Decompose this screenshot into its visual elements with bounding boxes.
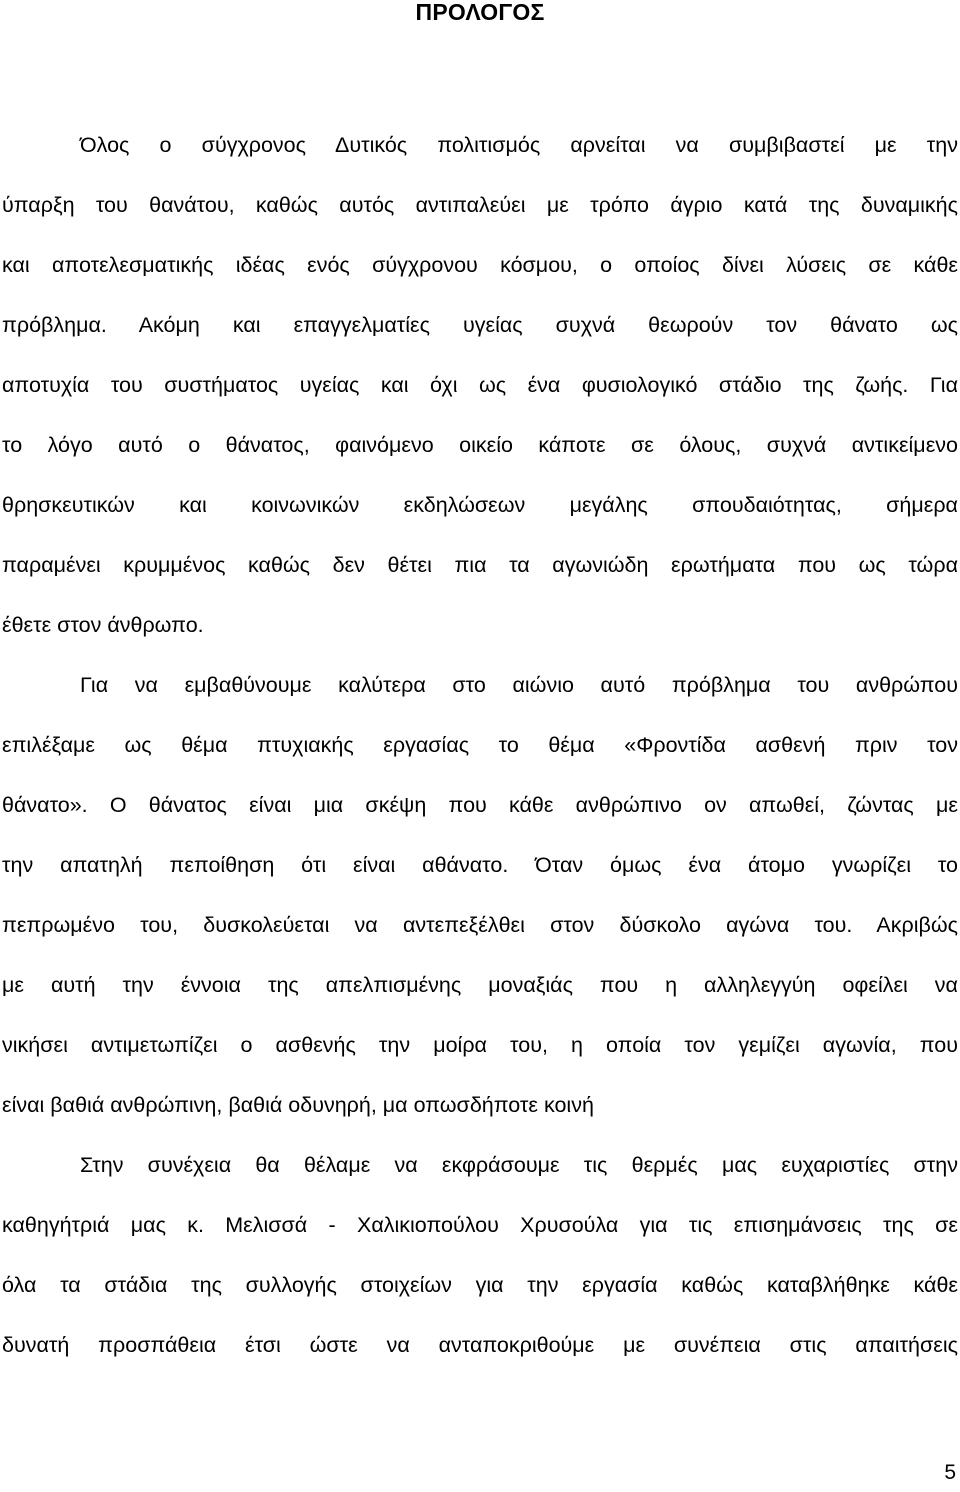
text-line: θρησκευτικών και κοινωνικών εκδηλώσεων μεγάλης σπουδαιότητας, σήμερα <box>2 493 958 517</box>
text-line: ύπαρξη του θανάτου, καθώς αυτός αντιπαλεύει με τρόπο άγριο κατά της δυναμικής <box>2 193 958 217</box>
text-line: όλα τα στάδια της συλλογής στοιχείων για την εργασία καθώς καταβλήθηκε κάθε <box>2 1273 958 1297</box>
text-line: παραμένει κρυμμένος καθώς δεν θέτει πια τα αγωνιώδη ερωτήματα που ως τώρα <box>2 553 958 577</box>
text-line: νικήσει αντιμετωπίζει ο ασθενής την μοίρα του, η οποία τον γεμίζει αγωνία, που <box>2 1033 958 1057</box>
text-line: και αποτελεσματικής ιδέας ενός σύγχρονου κόσμου, ο οποίος δίνει λύσεις σε κάθε <box>2 253 958 277</box>
text-line: Όλος ο σύγχρονος Δυτικός πολιτισμός αρνείται να συμβιβαστεί με την <box>80 133 958 157</box>
text-line: Στην συνέχεια θα θέλαμε να εκφράσουμε τις θερμές μας ευχαριστίες στην <box>80 1153 958 1177</box>
text-line: καθηγήτριά μας κ. Μελισσά - Χαλικιοπούλου Χρυσούλα για τις επισημάνσεις της σε <box>2 1213 958 1237</box>
text-line: το λόγο αυτό ο θάνατος, φαινόμενο οικείο κάποτε σε όλους, συχνά αντικείμενο <box>2 433 958 457</box>
text-line: έθετε στον άνθρωπο. <box>2 613 204 637</box>
page-title: ΠΡΟΛΟΓΟΣ <box>415 0 545 25</box>
text-line: την απατηλή πεποίθηση ότι είναι αθάνατο. Όταν όμως ένα άτομο γνωρίζει το <box>2 853 958 877</box>
text-line: δυνατή προσπάθεια έτσι ώστε να ανταποκριθούμε με συνέπεια στις απαιτήσεις <box>2 1333 958 1357</box>
text-line: αποτυχία του συστήματος υγείας και όχι ως ένα φυσιολογικό στάδιο της ζωής. Για <box>2 373 958 397</box>
text-line: με αυτή την έννοια της απελπισμένης μοναξιάς που η αλληλεγγύη οφείλει να <box>2 973 958 997</box>
text-line: επιλέξαμε ως θέμα πτυχιακής εργασίας το θέμα «Φροντίδα ασθενή πριν τον <box>2 733 958 757</box>
text-line: είναι βαθιά ανθρώπινη, βαθιά οδυνηρή, μα οπωσδήποτε κοινή <box>2 1093 594 1117</box>
text-line: Για να εμβαθύνουμε καλύτερα στο αιώνιο αυτό πρόβλημα του ανθρώπου <box>80 673 958 697</box>
text-line: πρόβλημα. Ακόμη και επαγγελματίες υγείας συχνά θεωρούν τον θάνατο ως <box>2 313 958 337</box>
text-line: θάνατο». Ο θάνατος είναι μια σκέψη που κάθε ανθρώπινο ον απωθεί, ζώντας με <box>2 793 958 817</box>
page-number: 5 <box>944 1461 956 1484</box>
text-line: πεπρωμένο του, δυσκολεύεται να αντεπεξέλθει στον δύσκολο αγώνα του. Ακριβώς <box>2 913 958 937</box>
